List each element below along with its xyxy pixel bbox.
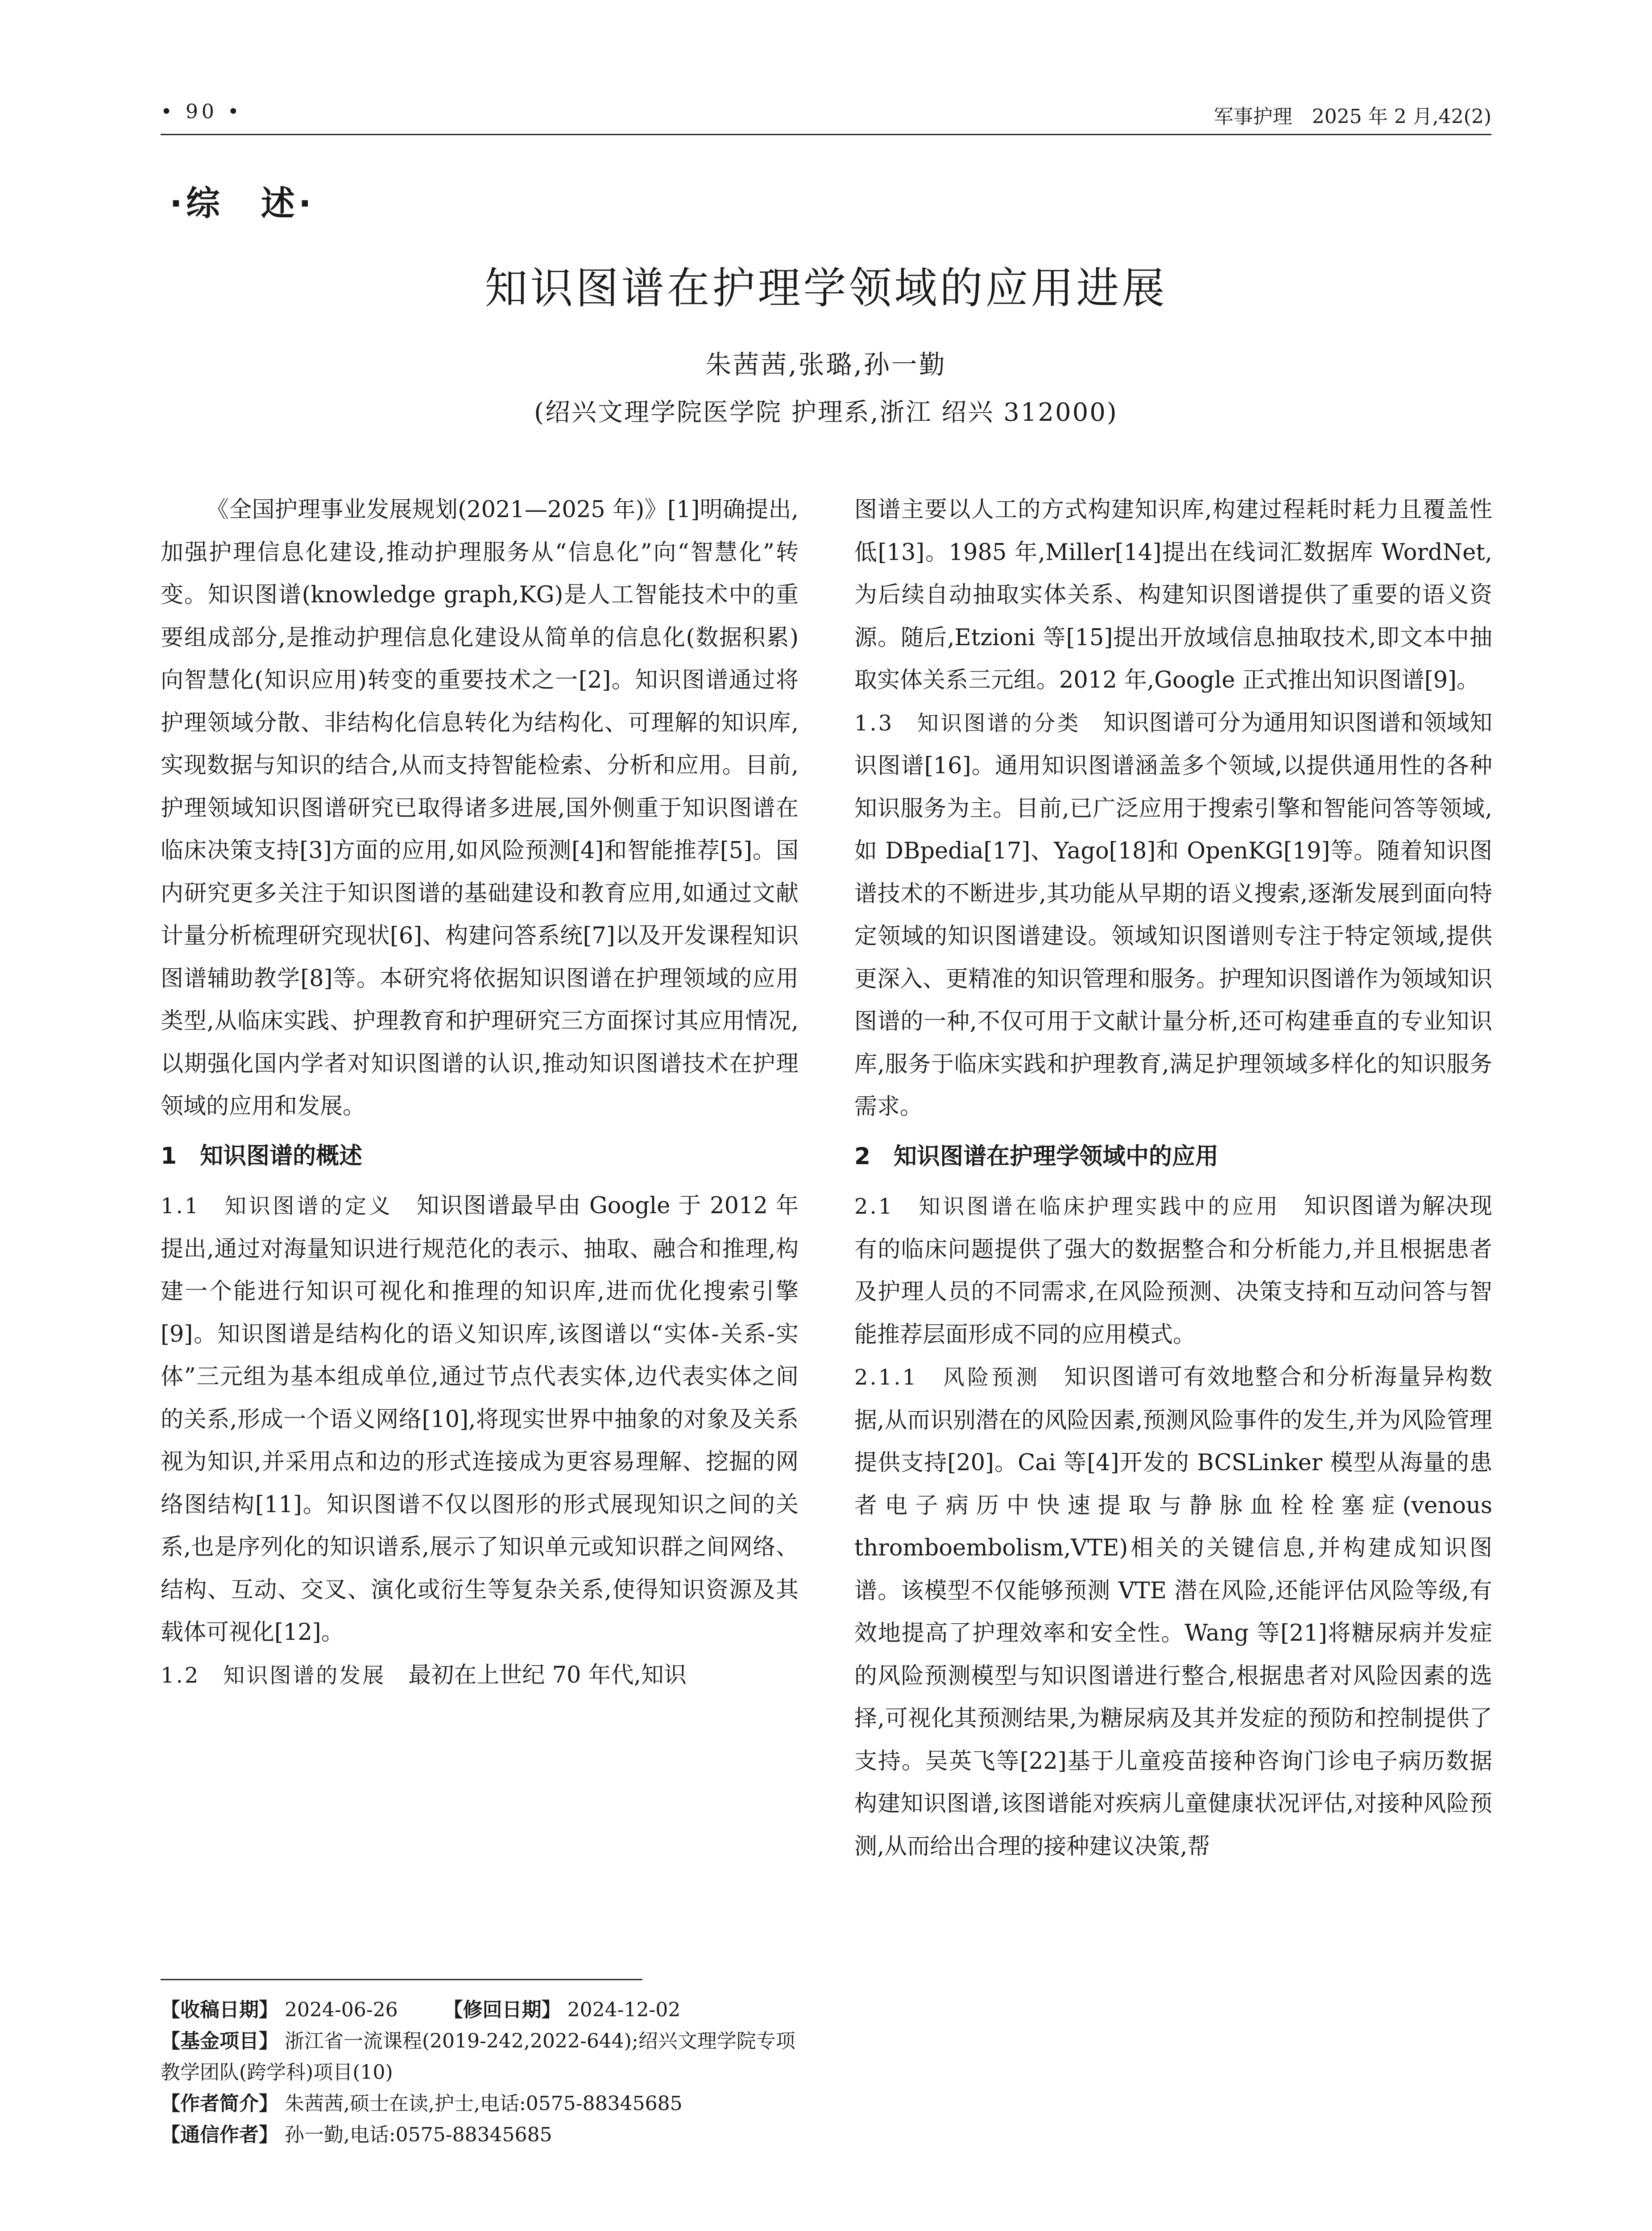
subsection-1-2-title: 1.2 知识图谱的发展	[161, 1663, 386, 1688]
journal-info: 军事护理 2025 年 2 月,42(2)	[1213, 105, 1491, 128]
subsection-2-1-1-title: 2.1.1 风险预测	[854, 1365, 1040, 1390]
subsection-2-1-1	[854, 1356, 1492, 1868]
intro-paragraph: 《全国护理事业发展规划(2021—2025 年)》[1]明确提出,加强护理信息化建设,推动护理服务从“信息化”向“智慧化”转变。知识图谱(knowledge graph,KG)是人工智能技术中的重要组成部分,是推动护理信息化建设从简单的信息化(数据积累)向智慧化(知识应用)转变的重要技术之一[2]。知识图谱通过将护理领域分散、非结构化信息转化为结构化、可理解的知识库,实现数据与知识的结合,从而支持智能检索、分析和应用。目前,护理领域知识图谱研究已取得诸多进展,国外侧重于知识图谱在临床决策支持[3]方面的应用,如风险预测[4]和智能推荐[5]。国内研究更多关注于知识图谱的基础建设和教育应用,如通过文献计量分析梳理研究现状[6]、构建问答系统[7]以及开发课程知识图谱辅助教学[8]等。本研究将依据知识图谱在护理领域的应用类型,从临床实践、护理教育和护理研究三方面探讨其应用情况,以期强化国内学者对知识图谱的认识,推动知识图谱技术在护理领域的应用和发展。	[161, 497, 799, 1120]
received-label: 【收稿日期】	[161, 1999, 278, 2021]
subsection-1-1-body: 知识图谱最早由 Google 于 2012 年提出,通过对海量知识进行规范化的表示、抽取、融合和推理,构建一个能进行知识可视化和推理的知识库,进而优化搜索引擎[9]。知识图谱是结构化的语义知识库,该图谱以“实体-关系-实体”三元组为基本组成单位,通过节点代表实体,边代表实体之间的关系,形成一个语义网络[10],将现实世界中抽象的对象及关系视为知识,并采用点和边的形式连接成为更容易理解、挖掘的网络图结构[11]。知识图谱不仅以图形的形式展现知识之间的关系,也是序列化的知识谱系,展示了知识单元或知识群之间网络、结构、互动、交叉、演化或衍生等复杂关系,使得知识资源及其载体可视化[12]。	[161, 1193, 799, 1646]
footnote-fund	[161, 2026, 799, 2088]
subsection-1-2-body: 最初在上世纪 70 年代,知识	[408, 1662, 687, 1688]
footnote-corresponding	[161, 2119, 799, 2151]
footnote-dates	[161, 1995, 799, 2026]
heading-1: 1 知识图谱的概述	[161, 1142, 363, 1169]
right-column	[854, 489, 1492, 1868]
heading-2: 2 知识图谱在护理学领域中的应用	[854, 1143, 1219, 1170]
article-title: 知识图谱在护理学领域的应用进展	[484, 263, 1168, 313]
affiliation: (绍兴文理学院医学院 护理系,浙江 绍兴 312000)	[534, 398, 1118, 427]
header-rule	[161, 134, 1491, 135]
footnote-rule	[161, 1979, 642, 1980]
fund-label: 【基金项目】	[161, 2030, 278, 2053]
footnotes	[161, 1995, 799, 2151]
section-label: ·综 述·	[170, 183, 315, 223]
subsection-2-1-1-body: 知识图谱可有效地整合和分析海量异构数据,从而识别潜在的风险因素,预测风险事件的发生,并为风险管理提供支持[20]。Cai 等[4]开发的 BCSLinker 模型从海量的患者电子病历中快速提取与静脉血栓栓塞症(venous thromboembolism,VTE)相关的关键信息,并构建成知识图谱。该模型不仅能够预测 VTE 潜在风险,还能评估风险等级,有效地提高了护理效率和安全性。Wang 等[21]将糖尿病并发症的风险预测模型与知识图谱进行整合,根据患者对风险因素的选择,可视化其预测结果,为糖尿病及其并发症的预防和控制提供了支持。吴英飞等[22]基于儿童疫苗接种咨询门诊电子病历数据构建知识图谱,该图谱能对疾病儿童健康状况评估,对接种风险预测,从而给出合理的接种建议决策,帮	[854, 1364, 1492, 1860]
received-date: 2024-06-26	[285, 1999, 398, 2021]
subsection-1-1-title: 1.1 知识图谱的定义	[161, 1194, 393, 1219]
continued-paragraph: 图谱主要以人工的方式构建知识库,构建过程耗时耗力且覆盖性低[13]。1985 年,Miller[14]提出在线词汇数据库 WordNet,为后续自动抽取实体关系、构建知识图谱提供了重要的语义资源。随后,Etzioni 等[15]提出开放域信息抽取技术,即文本中抽取实体关系三元组。2012 年,Google 正式推出知识图谱[9]。	[854, 497, 1492, 693]
author-bio-label: 【作者简介】	[161, 2092, 278, 2115]
fund-text: 浙江省一流课程(2019-242,2022-644);绍兴文理学院专项教学团队(跨学科)项目(10)	[161, 2030, 795, 2084]
subsection-1-3	[854, 702, 1492, 1128]
subsection-2-1	[854, 1185, 1492, 1356]
subsection-1-3-title: 1.3 知识图谱的分类	[854, 710, 1081, 736]
left-column	[161, 489, 799, 1697]
corresponding-text: 孙一勤,电话:0575-88345685	[285, 2123, 552, 2146]
subsection-1-1	[161, 1185, 799, 1654]
page-number: • 90 •	[161, 100, 243, 123]
revised-date: 2024-12-02	[567, 1999, 681, 2021]
subsection-1-2	[161, 1654, 799, 1697]
author-bio-text: 朱茜茜,硕士在读,护士,电话:0575-88345685	[285, 2092, 683, 2115]
corresponding-label: 【通信作者】	[161, 2123, 278, 2146]
subsection-2-1-title: 2.1 知识图谱在临床护理实践中的应用	[854, 1194, 1280, 1219]
author-list: 朱茜茜,张璐,孙一勤	[705, 349, 947, 380]
footnote-author	[161, 2088, 799, 2119]
revised-label: 【修回日期】	[443, 1999, 561, 2021]
subsection-1-3-body: 知识图谱可分为通用知识图谱和领域知识图谱[16]。通用知识图谱涵盖多个领域,以提供通用性的各种知识服务为主。目前,已广泛应用于搜索引擎和智能问答等领域,如 DBpedia[17]、Yago[18]和 OpenKG[19]等。随着知识图谱技术的不断进步,其功能从早期的语义搜索,逐渐发展到面向特定领域的知识图谱建设。领域知识图谱则专注于特定领域,提供更深入、更精准的知识管理和服务。护理知识图谱作为领域知识图谱的一种,不仅可用于文献计量分析,还可构建垂直的专业知识库,服务于临床实践和护理教育,满足护理领域多样化的知识服务需求。	[854, 709, 1492, 1120]
subsection-2-1-body: 知识图谱为解决现有的临床问题提供了强大的数据整合和分析能力,并且根据患者及护理人员的不同需求,在风险预测、决策支持和互动问答与智能推荐层面形成不同的应用模式。	[854, 1193, 1492, 1348]
